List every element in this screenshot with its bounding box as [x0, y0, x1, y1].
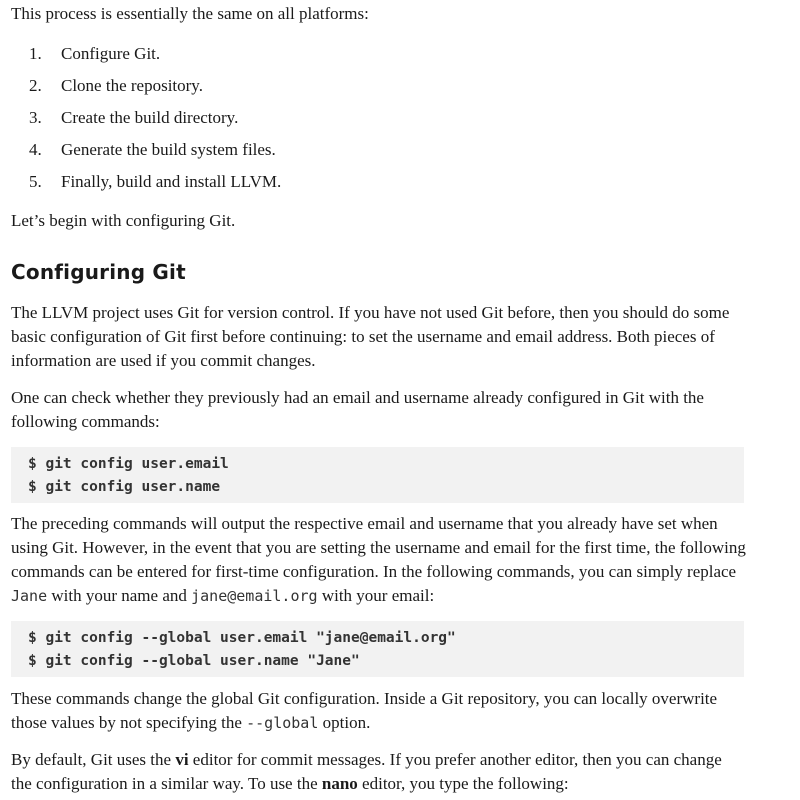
step-text: Configure Git. [61, 44, 161, 63]
inline-code: --global [246, 714, 319, 732]
paragraph-global-config [11, 687, 746, 735]
inline-code: Jane [11, 587, 48, 605]
step-text: Clone the repository. [61, 76, 203, 95]
bold-term: nano [321, 774, 358, 793]
text-run: The preceding commands will output the respective email and username that you already have set when using Git. However, in the event that you are setting the username and email for the first time, the following commands can be entered for first-time configuration. In the following commands, you can simply replace [11, 514, 746, 581]
step-text: Generate the build system files. [61, 140, 276, 159]
code-line: $ git config user.name [28, 479, 221, 495]
paragraph-editor-config [11, 748, 746, 796]
step-number: 5. [29, 172, 42, 191]
paragraph-check-config: One can check whether they previously had an email and username already configured in Git with the following commands: [11, 388, 704, 431]
section-heading: Configuring Git [11, 260, 186, 284]
list-item [11, 74, 281, 106]
paragraph-set-config [11, 512, 746, 608]
text-run: option. [318, 713, 371, 732]
code-block-set-config[interactable] [11, 621, 744, 677]
bold-term: vi [175, 750, 189, 769]
inline-code: jane@email.org [191, 587, 318, 605]
steps-list [11, 42, 281, 202]
step-text: Finally, build and install LLVM. [61, 172, 282, 191]
text-run: By default, Git uses the [11, 750, 176, 769]
code-line: $ git config user.email [28, 456, 229, 472]
step-number: 1. [29, 44, 42, 63]
text-run: These commands change the global Git configuration. Inside a Git repository, you can locally overwrite those values by not specifying the [11, 689, 718, 732]
text-run: with your email: [317, 586, 435, 605]
text-run: with your name and [47, 586, 192, 605]
step-number: 2. [29, 76, 42, 95]
list-item [11, 138, 281, 170]
text-run: editor for commit messages. If you prefer another editor, then you can change the configuration in a similar way. To use the [11, 750, 722, 793]
step-number: 3. [29, 108, 42, 127]
intro-paragraph: This process is essentially the same on all platforms: [11, 4, 369, 23]
transition-paragraph: Let’s begin with configuring Git. [11, 211, 236, 230]
code-block-check-config[interactable] [11, 447, 744, 503]
code-line: $ git config --global user.name "Jane" [28, 653, 360, 669]
text-run: editor, you type the following: [357, 774, 569, 793]
paragraph-intro-git: The LLVM project uses Git for version control. If you have not used Git before, then you should do some basic configuration of Git first before continuing: to set the username and email address. Both pieces of information are used if you commit changes. [11, 303, 730, 370]
list-item [11, 170, 281, 202]
step-text: Create the build directory. [61, 108, 239, 127]
code-line: $ git config --global user.email "jane@email.org" [28, 630, 456, 646]
list-item [11, 106, 281, 138]
step-number: 4. [29, 140, 42, 159]
list-item [11, 42, 281, 74]
